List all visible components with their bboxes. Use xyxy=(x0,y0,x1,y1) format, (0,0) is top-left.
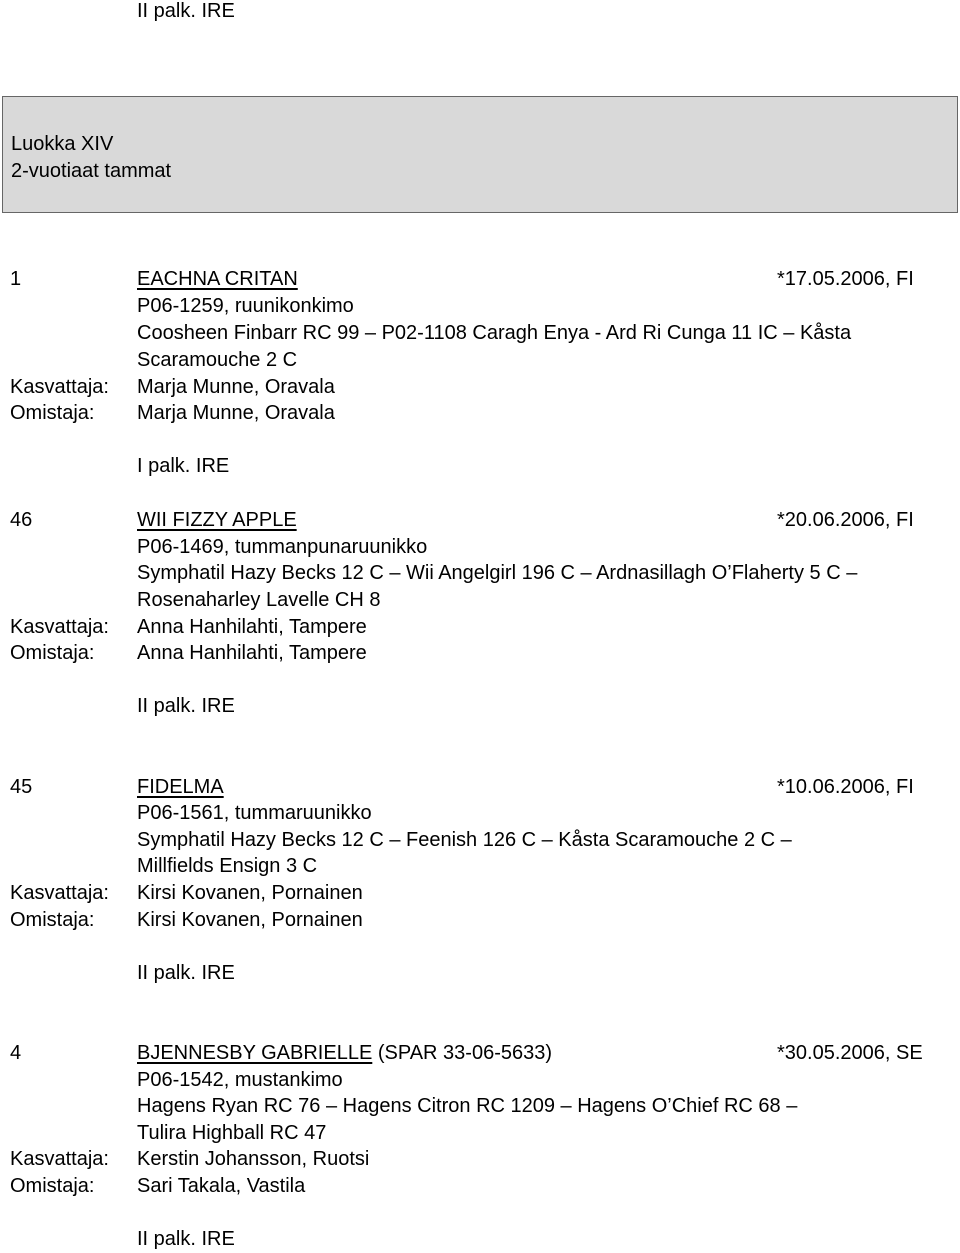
entry-birth: *30.05.2006, SE xyxy=(777,1042,923,1064)
entry-birth: *17.05.2006, FI xyxy=(777,268,914,290)
class-title: Luokka XIV xyxy=(11,133,114,155)
entry-birth: *20.06.2006, FI xyxy=(777,509,914,531)
entry-pedigree-line2: Rosenaharley Lavelle CH 8 xyxy=(137,589,381,611)
horse-name-extra: (SPAR 33-06-5633) xyxy=(372,1042,553,1064)
entry-award: II palk. IRE xyxy=(137,962,235,984)
entry-rank: 4 xyxy=(10,1042,22,1064)
entry-rank: 1 xyxy=(10,268,22,290)
horse-name: EACHNA CRITAN xyxy=(137,268,298,290)
entry-award: I palk. IRE xyxy=(137,455,230,477)
owner-value: Marja Munne, Oravala xyxy=(137,402,335,424)
owner-label: Omistaja: xyxy=(10,1175,95,1197)
entry-name xyxy=(137,774,224,801)
horse-name: BJENNESBY GABRIELLE xyxy=(137,1042,373,1064)
horse-name: FIDELMA xyxy=(137,776,224,798)
entry-rank: 45 xyxy=(10,776,33,798)
entry-name xyxy=(137,507,297,534)
entry-pedigree-line1: Symphatil Hazy Becks 12 C – Feenish 126 C – Kåsta Scaramouche 2 C – xyxy=(137,829,792,851)
top-award: II palk. IRE xyxy=(137,0,235,22)
entry-pedigree-line2: Scaramouche 2 C xyxy=(137,349,298,371)
owner-label: Omistaja: xyxy=(10,642,95,664)
entry-reg: P06-1259, ruunikonkimo xyxy=(137,295,354,317)
entry-pedigree-line1: Symphatil Hazy Becks 12 C – Wii Angelgirl 196 C – Ardnasillagh O’Flaherty 5 C – xyxy=(137,562,858,584)
breeder-label: Kasvattaja: xyxy=(10,1148,109,1170)
owner-value: Sari Takala, Vastila xyxy=(137,1175,306,1197)
entry-name xyxy=(137,1040,552,1067)
entry-pedigree-line2: Tulira Highball RC 47 xyxy=(137,1122,327,1144)
breeder-label: Kasvattaja: xyxy=(10,376,109,398)
class-header-box xyxy=(2,96,958,213)
entry-rank: 46 xyxy=(10,509,33,531)
entry-name xyxy=(137,266,298,293)
owner-label: Omistaja: xyxy=(10,909,95,931)
owner-value: Kirsi Kovanen, Pornainen xyxy=(137,909,363,931)
entry-reg: P06-1542, mustankimo xyxy=(137,1069,343,1091)
breeder-value: Anna Hanhilahti, Tampere xyxy=(137,616,367,638)
breeder-value: Kirsi Kovanen, Pornainen xyxy=(137,882,363,904)
entry-pedigree-line1: Coosheen Finbarr RC 99 – P02-1108 Caragh Enya - Ard Ri Cunga 11 IC – Kåsta xyxy=(137,322,852,344)
horse-name: WII FIZZY APPLE xyxy=(137,509,297,531)
breeder-value: Marja Munne, Oravala xyxy=(137,376,335,398)
entry-pedigree-line2: Millfields Ensign 3 C xyxy=(137,855,318,877)
owner-label: Omistaja: xyxy=(10,402,95,424)
entry-birth: *10.06.2006, FI xyxy=(777,776,914,798)
entry-award: II palk. IRE xyxy=(137,695,235,717)
breeder-label: Kasvattaja: xyxy=(10,616,109,638)
entry-award: II palk. IRE xyxy=(137,1228,235,1250)
entry-reg: P06-1561, tummaruunikko xyxy=(137,802,372,824)
breeder-value: Kerstin Johansson, Ruotsi xyxy=(137,1148,370,1170)
entry-pedigree-line1: Hagens Ryan RC 76 – Hagens Citron RC 1209 – Hagens O’Chief RC 68 – xyxy=(137,1095,798,1117)
class-subtitle: 2-vuotiaat tammat xyxy=(11,160,172,182)
owner-value: Anna Hanhilahti, Tampere xyxy=(137,642,367,664)
breeder-label: Kasvattaja: xyxy=(10,882,109,904)
entry-reg: P06-1469, tummanpunaruunikko xyxy=(137,536,428,558)
